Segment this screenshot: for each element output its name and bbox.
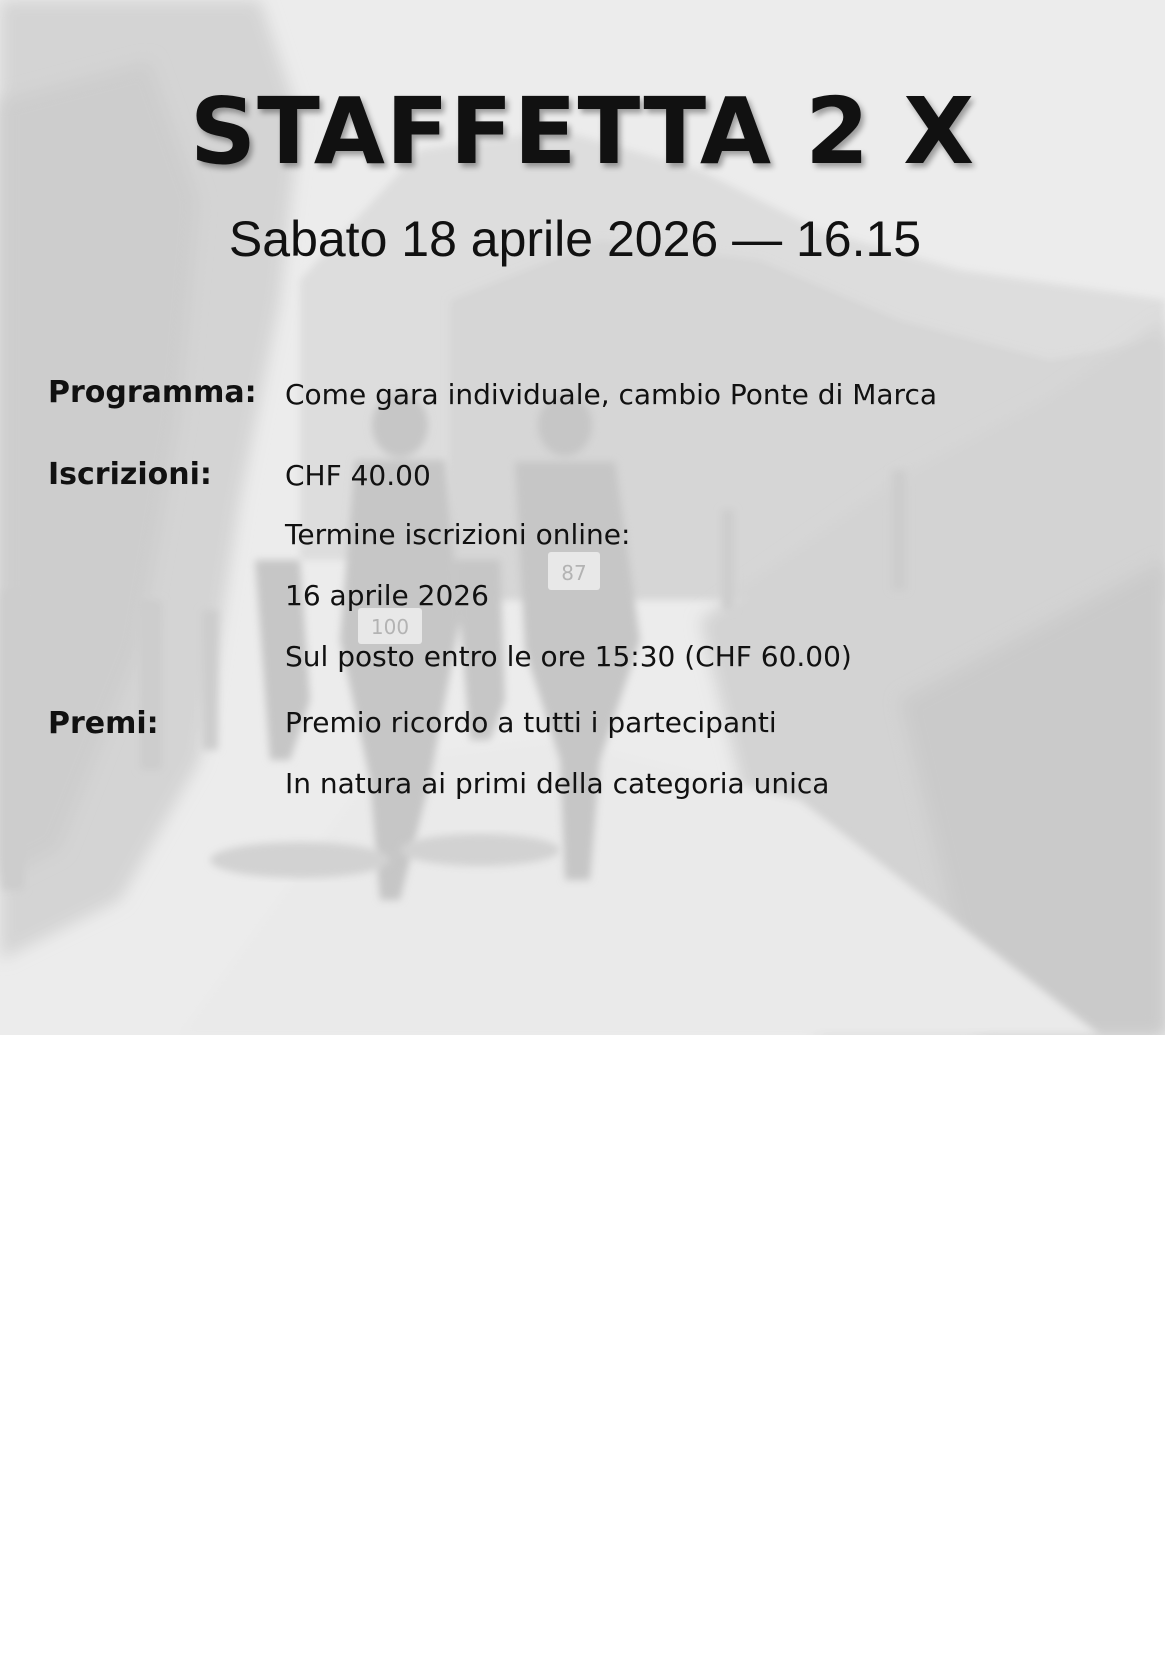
- event-date-time: Sabato 18 aprile 2026 — 16.15: [228, 211, 922, 267]
- programma-line-1: Come gara individuale, cambio Ponte di Marca: [285, 378, 937, 411]
- programma-label: Programma:: [48, 375, 257, 410]
- premi-line-1: Premio ricordo a tutti i partecipanti: [285, 706, 777, 739]
- svg-text:87: 87: [561, 561, 587, 585]
- premi-label: Premi:: [48, 706, 159, 741]
- iscrizioni-line-2: Termine iscrizioni online:: [285, 518, 631, 551]
- iscrizioni-label: Iscrizioni:: [48, 457, 212, 492]
- premi-line-2: In natura ai primi della categoria unica: [285, 767, 830, 800]
- iscrizioni-line-1: CHF 40.00: [285, 459, 431, 492]
- poster-title: STAFFETTA 2 X: [189, 78, 976, 185]
- iscrizioni-line-4: Sul posto entro le ore 15:30 (CHF 60.00): [285, 640, 852, 673]
- iscrizioni-line-3: 16 aprile 2026: [285, 579, 489, 612]
- svg-text:100: 100: [370, 615, 410, 639]
